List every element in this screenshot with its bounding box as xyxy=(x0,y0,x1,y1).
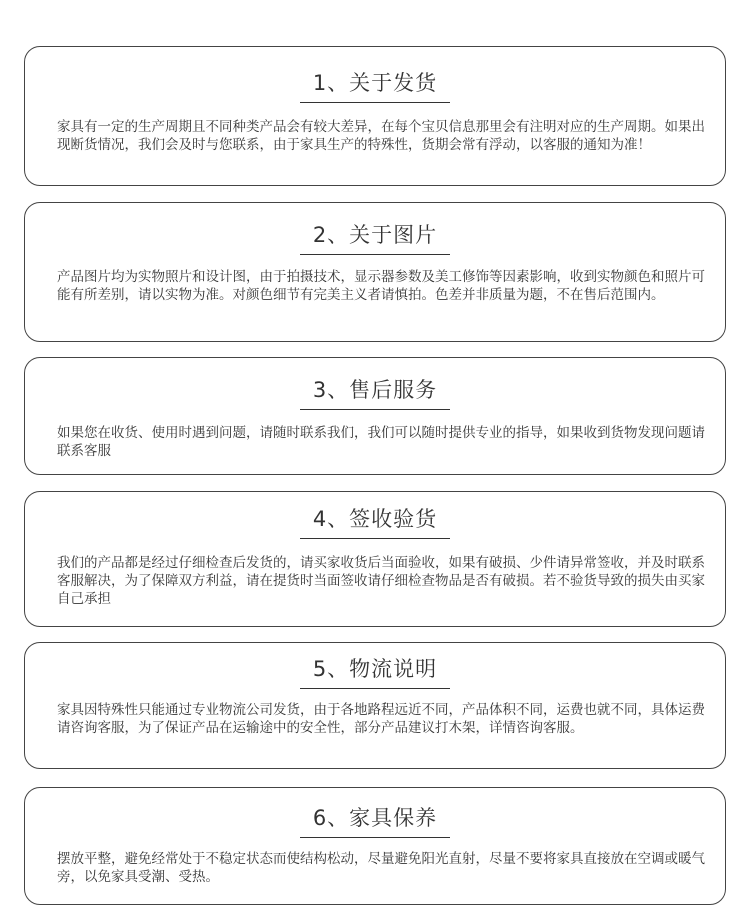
title-underline xyxy=(300,538,450,539)
section-card-after-sales xyxy=(24,357,726,475)
section-title: 3、售后服务 xyxy=(312,378,438,402)
section-title: 6、家具保养 xyxy=(312,806,438,830)
section-title: 4、签收验货 xyxy=(312,507,438,531)
section-title: 5、物流说明 xyxy=(312,657,438,681)
section-card-shipping xyxy=(24,46,726,186)
title-underline xyxy=(300,837,450,838)
section-body: 家具有一定的生产周期且不同种类产品会有较大差异，在每个宝贝信息那里会有注明对应的生产周期。如果出现断货情况，我们会及时与您联系，由于家具生产的特殊性，货期会常有浮动，以客服的通知为准！ xyxy=(57,119,705,153)
section-body: 家具因特殊性只能通过专业物流公司发货，由于各地路程远近不同，产品体积不同，运费也就不同，具体运费请咨询客服，为了保证产品在运输途中的安全性，部分产品建议打木架，详情咨询客服。 xyxy=(57,702,705,736)
title-underline xyxy=(300,102,450,103)
section-card-logistics xyxy=(24,642,726,769)
section-title: 1、关于发货 xyxy=(312,71,438,95)
title-underline xyxy=(300,409,450,410)
section-body: 如果您在收货、使用时遇到问题，请随时联系我们，我们可以随时提供专业的指导，如果收到货物发现问题请联系客服 xyxy=(57,425,705,459)
section-body: 产品图片均为实物照片和设计图，由于拍摄技术，显示器参数及美工修饰等因素影响，收到实物颜色和照片可能有所差别，请以实物为准。对颜色细节有完美主义者请慎拍。色差并非质量为题，不在售后范围内。 xyxy=(57,269,705,303)
section-body: 摆放平整，避免经常处于不稳定状态而使结构松动，尽量避免阳光直射，尽量不要将家具直接放在空调或暖气旁，以免家具受潮、受热。 xyxy=(57,851,705,885)
section-body: 我们的产品都是经过仔细检查后发货的，请买家收货后当面验收，如果有破损、少件请异常签收，并及时联系客服解决，为了保障双方利益，请在提货时当面签收请仔细检查物品是否有破损。若不验货导致的损失由买家自己承担 xyxy=(57,555,705,607)
section-card-maintenance xyxy=(24,787,726,905)
title-underline xyxy=(300,254,450,255)
section-card-images xyxy=(24,202,726,342)
title-underline xyxy=(300,688,450,689)
section-title: 2、关于图片 xyxy=(312,223,438,247)
section-card-inspection xyxy=(24,491,726,627)
